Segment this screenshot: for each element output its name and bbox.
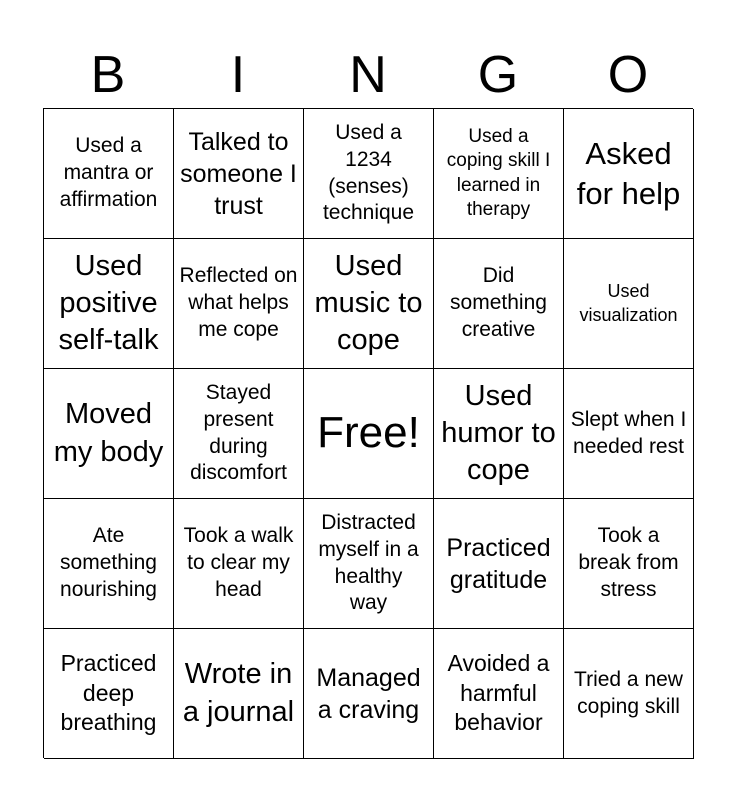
bingo-cell[interactable] — [174, 369, 304, 499]
bingo-cell[interactable] — [44, 109, 174, 239]
bingo-cell-label: Used music to cope — [314, 249, 423, 357]
bingo-cell[interactable] — [304, 369, 434, 499]
bingo-cell-label: Practiced gratitude — [446, 533, 551, 594]
bingo-cell[interactable] — [434, 369, 564, 499]
bingo-cell[interactable] — [44, 629, 174, 759]
bingo-cell-label: Used humor to cope — [441, 379, 556, 487]
header-letter-g: G — [477, 46, 519, 104]
bingo-cell[interactable] — [174, 109, 304, 239]
bingo-cell-label: Tried a new coping skill — [574, 667, 683, 718]
bingo-header — [43, 42, 693, 108]
bingo-cell-label: Used visualization — [579, 281, 678, 325]
bingo-cell[interactable] — [304, 629, 434, 759]
bingo-cell[interactable] — [434, 239, 564, 369]
bingo-cell-label: Used a coping skill I learned in therapy — [446, 125, 551, 220]
bingo-cell[interactable] — [174, 499, 304, 629]
header-letter-i: I — [230, 46, 246, 104]
bingo-cell-label: Took a break from stress — [578, 524, 679, 601]
bingo-cell-label: Used a mantra or affirmation — [59, 134, 158, 211]
bingo-cell-label: Did something creative — [450, 264, 547, 341]
bingo-cell[interactable] — [44, 239, 174, 369]
bingo-cell-label: Practiced deep breathing — [60, 650, 157, 736]
header-letter-n: N — [349, 46, 387, 104]
bingo-cell[interactable] — [434, 109, 564, 239]
bingo-cell-label: Used positive self-talk — [58, 249, 159, 357]
bingo-cell[interactable] — [564, 109, 694, 239]
bingo-cell[interactable] — [564, 239, 694, 369]
bingo-grid — [43, 108, 693, 758]
free-space-label: Free! — [317, 408, 420, 458]
bingo-cell-label: Distracted myself in a healthy way — [318, 510, 419, 615]
bingo-cell-label: Used a 1234 (senses) technique — [322, 120, 415, 225]
header-letter-b: B — [90, 46, 126, 104]
bingo-cell-label: Managed a craving — [316, 663, 421, 724]
bingo-cell-label: Avoided a harmful behavior — [447, 650, 550, 736]
bingo-cell-label: Talked to someone I trust — [180, 127, 297, 220]
bingo-cell[interactable] — [44, 369, 174, 499]
bingo-cell[interactable] — [434, 499, 564, 629]
bingo-cell-label: Wrote in a journal — [182, 658, 295, 728]
bingo-cell-label: Slept when I needed rest — [570, 407, 687, 458]
bingo-cell-label: Ate something nourishing — [60, 524, 157, 601]
bingo-cell[interactable] — [304, 499, 434, 629]
bingo-cell[interactable] — [564, 629, 694, 759]
bingo-cell-label: Reflected on what helps me cope — [179, 264, 298, 341]
bingo-cell[interactable] — [174, 629, 304, 759]
bingo-cell-label: Stayed present during discomfort — [190, 380, 287, 485]
bingo-cell[interactable] — [304, 109, 434, 239]
bingo-cell[interactable] — [304, 239, 434, 369]
bingo-cell-label: Asked for help — [576, 135, 681, 211]
bingo-cell-label: Moved my body — [53, 398, 164, 468]
bingo-cell[interactable] — [564, 499, 694, 629]
bingo-cell[interactable] — [564, 369, 694, 499]
bingo-cell[interactable] — [174, 239, 304, 369]
header-letter-o: O — [607, 46, 649, 104]
bingo-cell-label: Took a walk to clear my head — [183, 524, 294, 601]
bingo-cell[interactable] — [44, 499, 174, 629]
bingo-cell[interactable] — [434, 629, 564, 759]
